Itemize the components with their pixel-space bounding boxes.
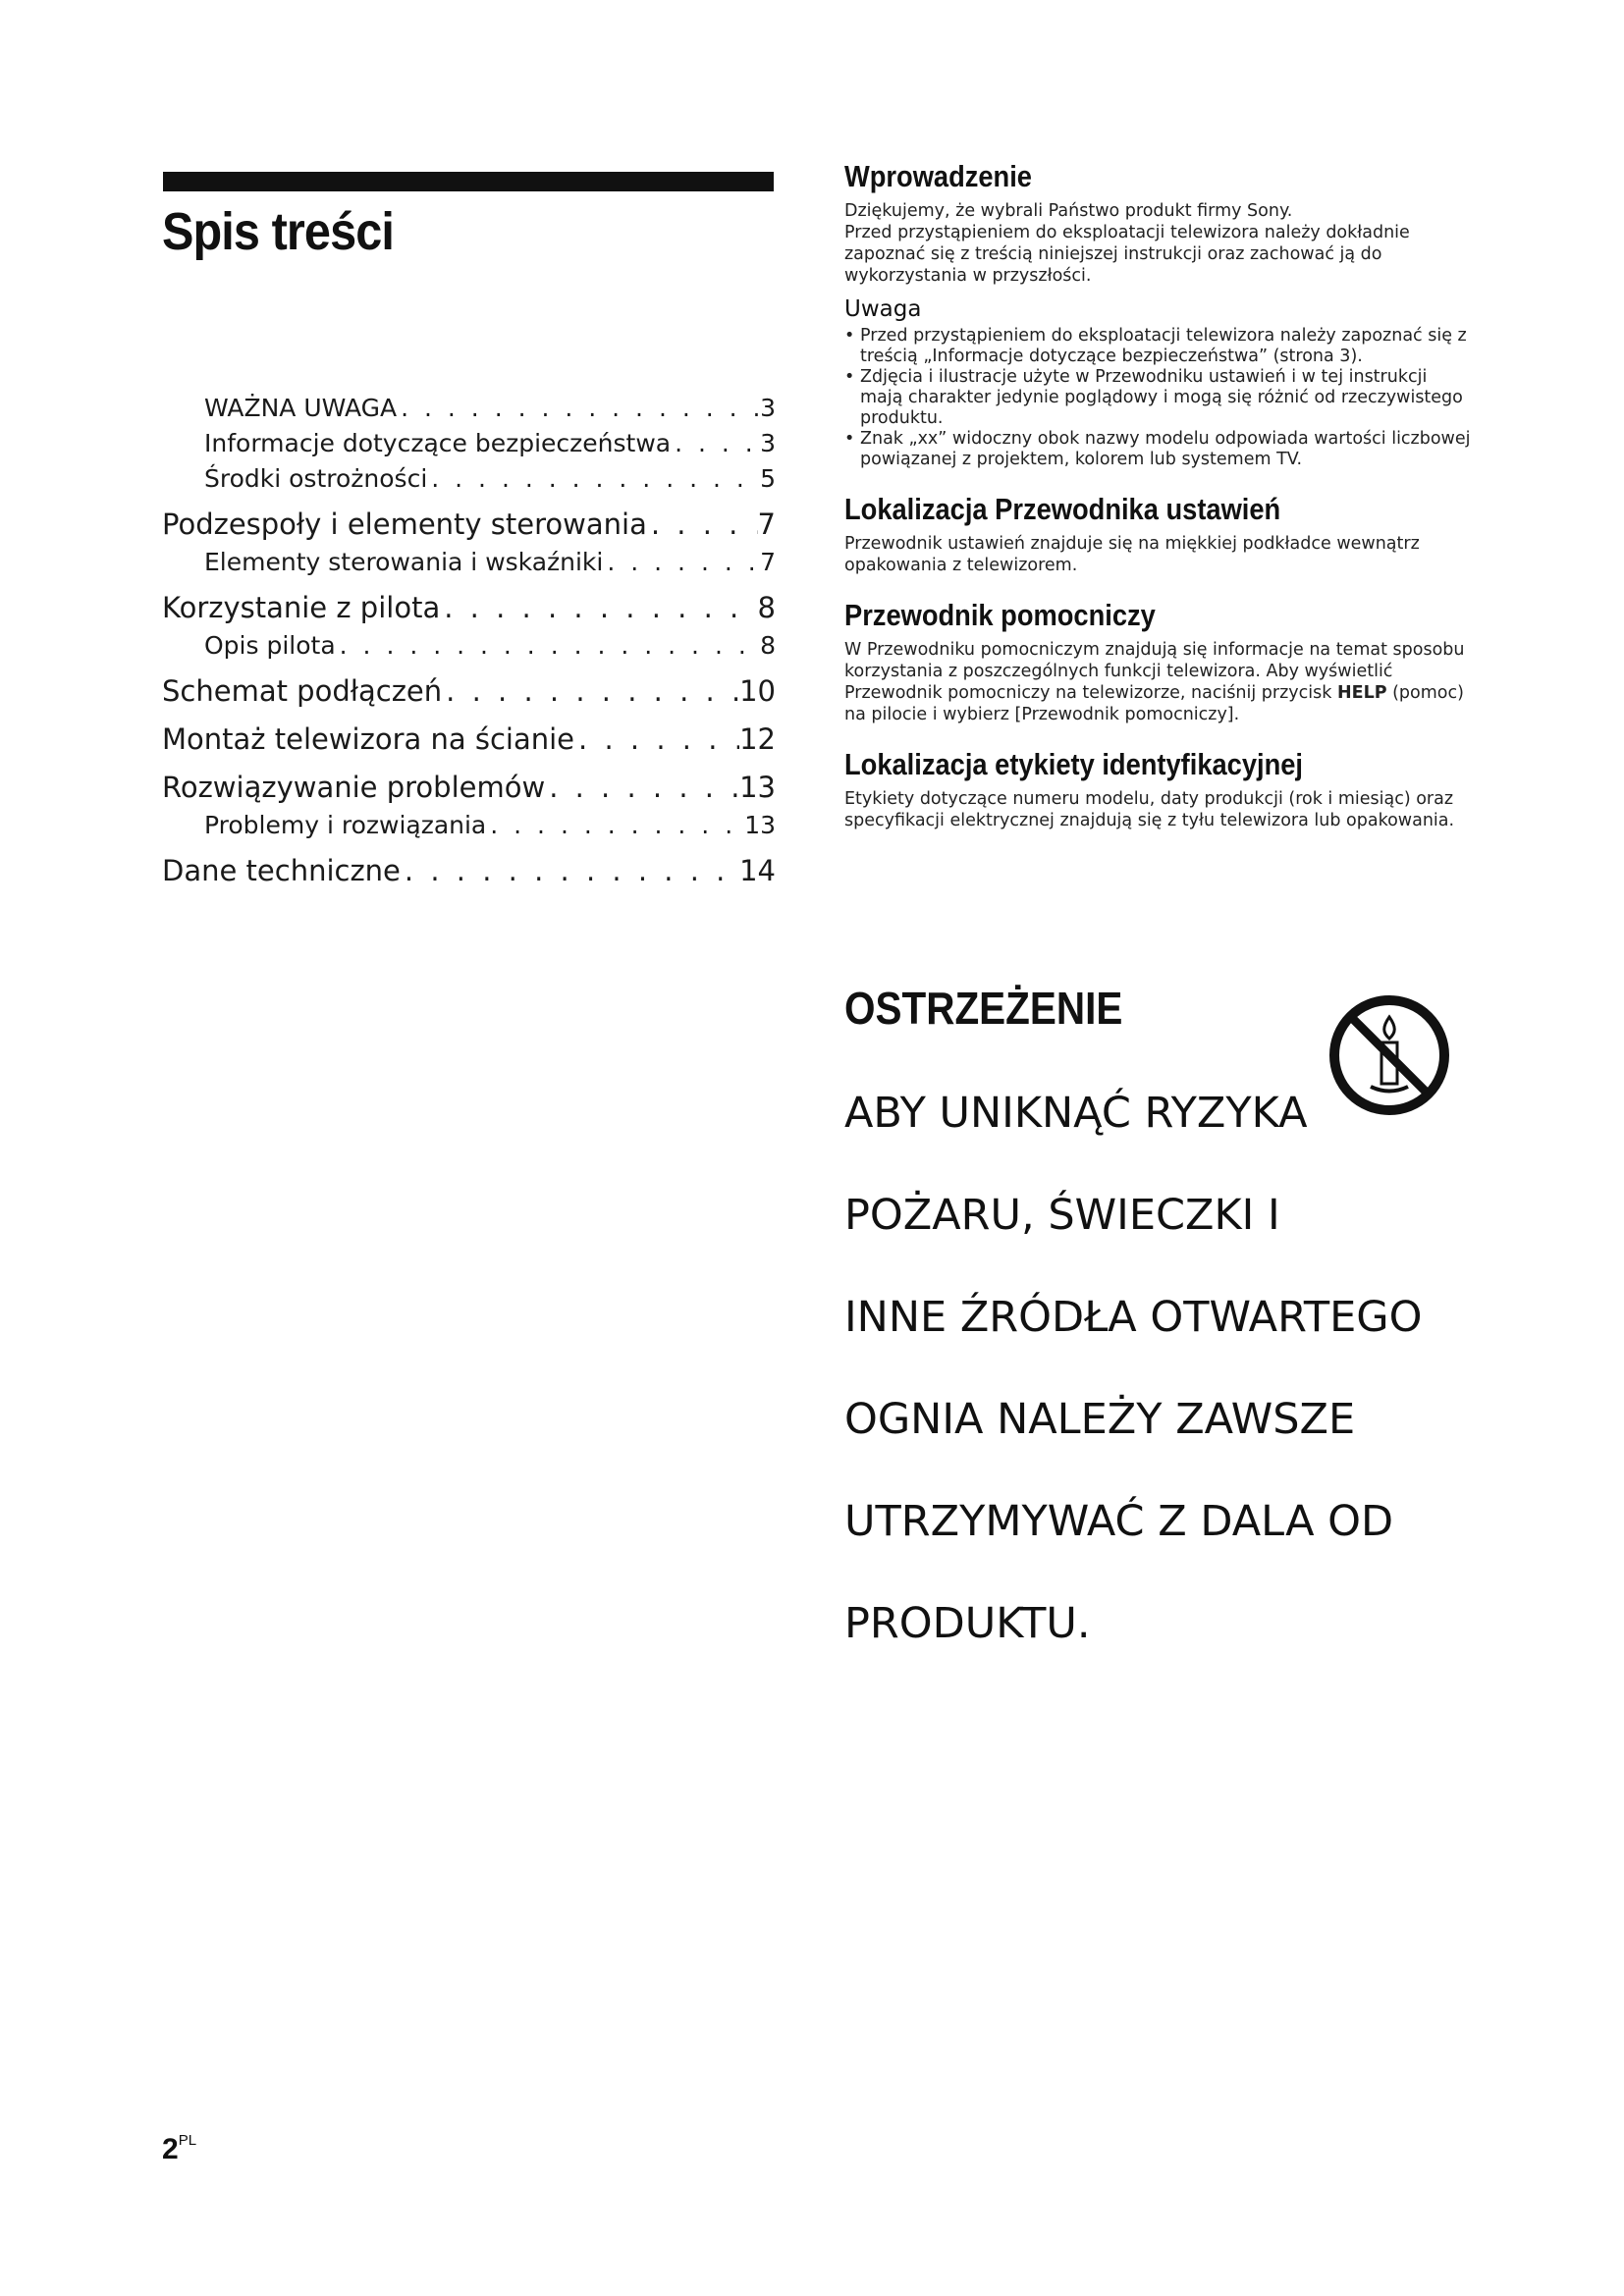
table-of-contents	[162, 391, 776, 891]
toc-leader-dots	[671, 426, 760, 461]
warning-line: UTRZYMYWAĆ Z DALA OD	[844, 1497, 1394, 1546]
toc-entry-label: Opis pilota	[204, 631, 336, 660]
setup-guide-heading: Lokalizacja Przewodnika ustawień	[844, 492, 1281, 526]
toc-entry-label: WAŻNA UWAGA	[204, 394, 398, 422]
warning-line: INNE ŹRÓDŁA OTWARTEGO	[844, 1293, 1423, 1342]
help-key-label: HELP	[1336, 683, 1387, 703]
toc-title: Spis treści	[162, 202, 394, 261]
toc-entry	[162, 720, 776, 760]
page-number-value: 2	[162, 2133, 179, 2165]
toc-entry-label: Rozwiązywanie problemów	[162, 771, 546, 804]
title-rule	[163, 172, 774, 191]
toc-leader-dots	[574, 720, 739, 760]
toc-leader-dots	[647, 505, 758, 545]
no-candle-icon	[1327, 993, 1451, 1117]
note-list	[844, 326, 1473, 470]
warning-heading: OSTRZEŻENIE	[844, 983, 1123, 1034]
toc-entry-page: 5	[760, 464, 776, 493]
intro-heading: Wprowadzenie	[844, 159, 1032, 193]
warning-line: POŻARU, ŚWIECZKI I	[844, 1191, 1280, 1240]
toc-entry-page: 8	[757, 591, 776, 624]
toc-entry	[162, 671, 776, 712]
toc-entry-label: Środki ostrożności	[204, 464, 428, 493]
toc-leader-dots	[545, 768, 739, 808]
toc-entry-label: Schemat podłączeń	[162, 674, 443, 708]
toc-leader-dots	[442, 671, 739, 712]
toc-entry	[162, 851, 776, 891]
toc-entry	[162, 461, 776, 497]
toc-entry-page: 13	[739, 771, 776, 804]
toc-leader-dots	[603, 545, 760, 580]
toc-entry	[162, 391, 776, 426]
toc-entry-label: Elementy sterowania i wskaźniki	[204, 548, 604, 576]
right-column	[844, 159, 1473, 831]
toc-entry-label: Podzespoły i elementy sterowania	[162, 507, 647, 541]
toc-entry	[162, 628, 776, 664]
help-guide-heading: Przewodnik pomocniczy	[844, 598, 1156, 632]
toc-leader-dots	[401, 851, 739, 891]
help-guide-text-end: (pomoc) na pilocie i wybierz [Przewodnik pomocniczy].	[844, 683, 1464, 724]
label-location-body: Etykiety dotyczące numeru modelu, daty produkcji (rok i miesiąc) oraz specyfikacji elektrycznej znajdują się z tyłu telewizora lub opakowania.	[844, 789, 1455, 830]
setup-guide-body: Przewodnik ustawień znajduje się na miękkiej podkładce wewnątrz opakowania z telewizorem.	[844, 534, 1420, 575]
toc-entry	[162, 426, 776, 461]
help-guide-body	[844, 639, 1473, 725]
toc-entry	[162, 808, 776, 843]
toc-leader-dots	[397, 391, 760, 426]
intro-body	[844, 200, 1473, 287]
toc-entry	[162, 588, 776, 628]
toc-entry-label: Informacje dotyczące bezpieczeństwa	[204, 429, 672, 457]
toc-leader-dots	[336, 628, 760, 664]
toc-entry	[162, 545, 776, 580]
toc-entry-page: 3	[760, 429, 776, 457]
toc-leader-dots	[427, 461, 760, 497]
page-lang: PL	[178, 2132, 197, 2149]
list-item: • Przed przystąpieniem do eksploatacji telewizora należy zapoznać się z treścią „Informacje dotyczące bezpieczeństwa” (strona 3).	[844, 326, 1473, 367]
warning-text	[844, 1037, 1473, 1700]
toc-entry-page: 14	[739, 854, 776, 887]
toc-entry-label: Montaż telewizora na ścianie	[162, 722, 575, 756]
toc-entry-page: 7	[760, 548, 776, 576]
help-guide-text: W Przewodniku pomocniczym znajdują się informacje na temat sposobu korzystania z poszczególnych funkcji telewizora. Aby wyświetlić Przewodnik pomocniczy na telewizorze, naciśnij przycisk	[844, 640, 1465, 703]
list-item: • Znak „xx” widoczny obok nazwy modelu odpowiada wartości liczbowej powiązanej z projektem, kolorem lub systemem TV.	[844, 429, 1473, 470]
toc-entry-page: 10	[739, 674, 776, 708]
toc-entry-label: Korzystanie z pilota	[162, 591, 441, 624]
label-location-heading: Lokalizacja etykiety identyfikacyjnej	[844, 747, 1304, 781]
toc-leader-dots	[440, 588, 757, 628]
toc-entry	[162, 505, 776, 545]
toc-leader-dots	[486, 808, 744, 843]
toc-entry-page: 3	[760, 394, 776, 422]
warning-line: PRODUKTU.	[844, 1599, 1091, 1648]
toc-entry-page: 12	[739, 722, 776, 756]
warning-line: ABY UNIKNĄĆ RYZYKA	[844, 1089, 1308, 1138]
intro-paragraph-2: Przed przystąpieniem do eksploatacji telewizora należy dokładnie zapoznać się z treścią niniejszej instrukcji oraz zachować ją do wykorzystania w przyszłości.	[844, 223, 1410, 286]
toc-entry-page: 13	[744, 811, 776, 839]
note-heading: Uwaga	[844, 296, 922, 322]
toc-entry-label: Dane techniczne	[162, 854, 401, 887]
toc-entry-page: 7	[757, 507, 776, 541]
toc-header	[162, 172, 776, 262]
intro-paragraph-1: Dziękujemy, że wybrali Państwo produkt firmy Sony.	[844, 201, 1293, 221]
toc-entry-label: Problemy i rozwiązania	[204, 811, 487, 839]
warning-line: OGNIA NALEŻY ZAWSZE	[844, 1395, 1356, 1444]
page-number	[162, 2132, 196, 2166]
toc-entry-page: 8	[760, 631, 776, 660]
list-item: • Zdjęcia i ilustracje użyte w Przewodniku ustawień i w tej instrukcji mają charakter jedynie poglądowy i mogą się różnić od rzeczywistego produktu.	[844, 367, 1473, 429]
toc-entry	[162, 768, 776, 808]
